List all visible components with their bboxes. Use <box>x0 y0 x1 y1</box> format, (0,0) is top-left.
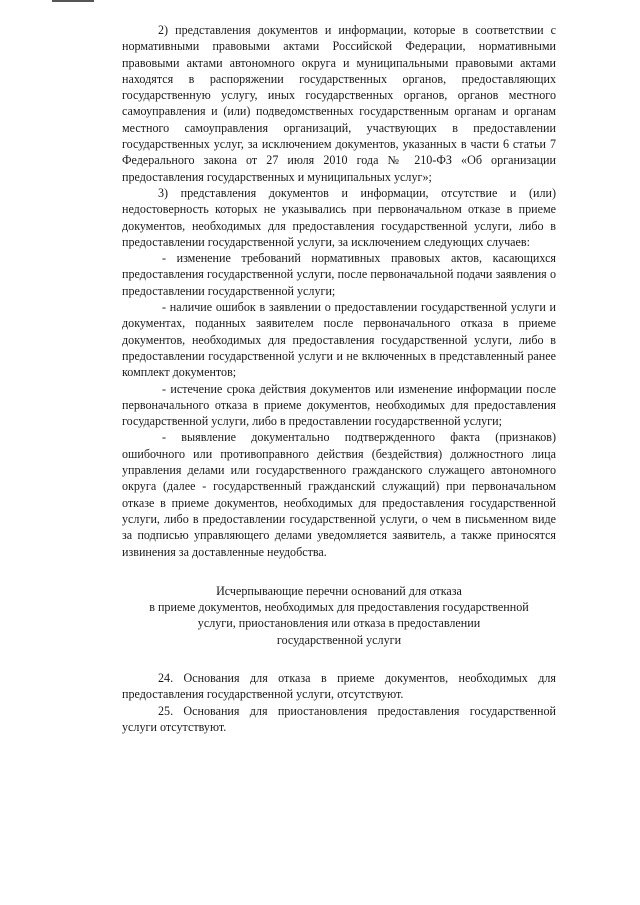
heading-line: в приеме документов, необходимых для предоставления государственной <box>149 600 529 615</box>
heading-line: государственной услуги <box>276 632 402 647</box>
section-heading <box>122 583 556 648</box>
dash-item-3: - истечение срока действия документов или изменение информации после первоначального отказа в приеме документов, необходимых для предоставления государственной услуги, либо в предоставлении государственной услуги; <box>122 381 556 429</box>
heading-line: услуги, приостановления или отказа в предоставлении <box>197 616 481 631</box>
dash-item-1: - изменение требований нормативных правовых актов, касающихся предоставления государственной услуги, после первоначальной подачи заявления о предоставлении государственной услуги; <box>122 251 556 298</box>
dash-item-4: - выявление документально подтвержденного факта (признаков) ошибочного или противоправного действия (бездействия) должностного лица управления делами или государственного гражданского служащего автономного округа (далее - государственный гражданский служащий) при первоначальном отказе в приеме документов, необходимых для предоставления государственной услуги, либо в предоставлении государственной услуги, о чем в письменном виде за подписью управляющего делами уведомляется заявитель, а также приносятся извинения за доставленные неудобства. <box>122 430 556 559</box>
document-body <box>122 22 556 735</box>
paragraph-24: 24. Основания для отказа в приеме документов, необходимых для предоставления государственной услуги, отсутствуют. <box>122 670 556 702</box>
dash-item-2: - наличие ошибок в заявлении о предоставлении государственной услуги и документах, поданных заявителем после первоначального отказа в приеме документов, необходимых для предоставления государственной услуги, либо в предоставлении государственной услуги и не включенных в представленный ранее комплект документов; <box>122 300 556 380</box>
paragraph-25: 25. Основания для приостановления предоставления государственной услуги отсутствуют. <box>122 703 556 734</box>
heading-line: Исчерпывающие перечни оснований для отказа <box>216 583 462 598</box>
paragraph-item-2: 2) представления документов и информации, которые в соответствии с нормативными правовыми актами Российской Федерации, нормативными правовыми актами автономного округа и муниципальными правовыми актами находятся в распоряжении государственных органов, предоставляющих государственную услугу, иных государственных органов, органов местного самоуправления и (или) подведомственных государственным органам и органам местного самоуправления организаций, участвующих в предоставлении государственных услуг, за исключением документов, указанных в части 6 статьи 7 Федерального закона от 27 июля 2010 года № 210-ФЗ «Об организации предоставления государственных и муниципальных услуг»; <box>122 23 556 184</box>
paragraph-item-3: 3) представления документов и информации, отсутствие и (или) недостоверность которых не указывались при первоначальном отказе в приеме документов, необходимых для предоставления государственной услуги, либо в предоставлении государственной услуги, за исключением следующих случаев: <box>122 185 556 249</box>
header-rule <box>52 0 94 2</box>
